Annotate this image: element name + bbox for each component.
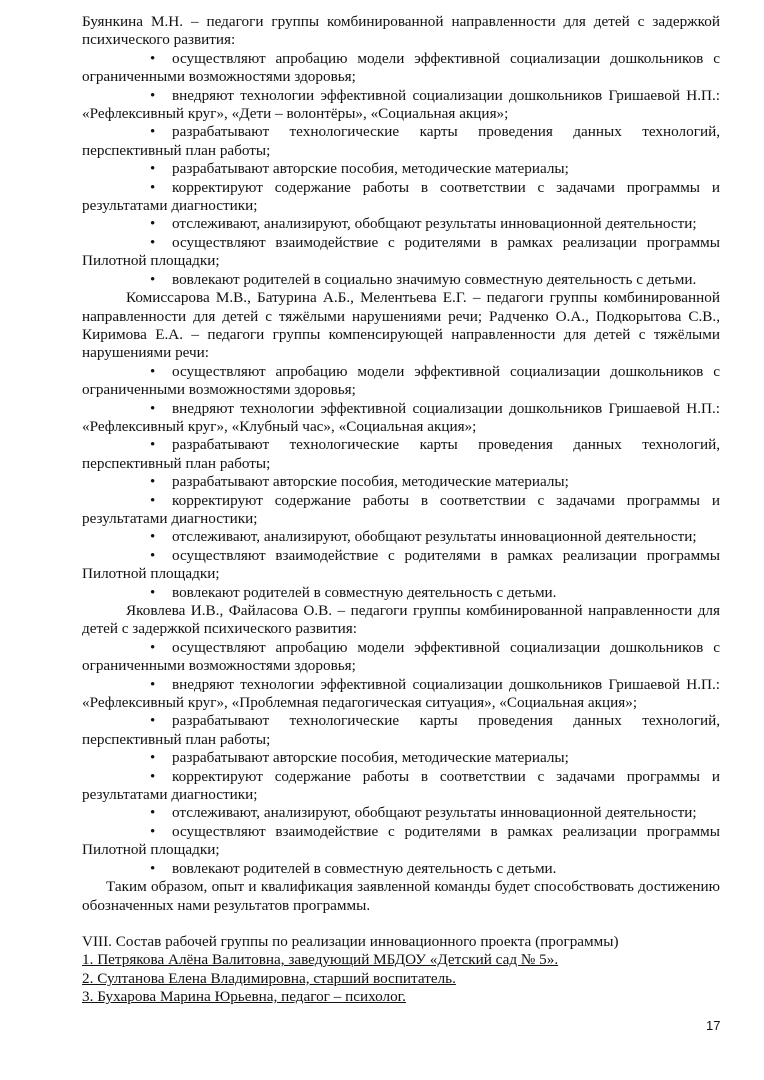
- staff-item: 2. Султанова Елена Владимировна, старший воспитатель.: [82, 969, 456, 987]
- duty-item: • внедряют технологии эффективной социализации дошкольников Гришаевой Н.П.: «Рефлексивный круг», «Проблемная педагогическая ситуация», «Социальная акция»;: [82, 676, 720, 713]
- page-number: 17: [706, 1018, 721, 1033]
- duty-item: • отслеживают, анализируют, обобщают результаты инновационной деятельности;: [82, 528, 720, 546]
- group-1-intro: Буянкина М.Н. – педагоги группы комбинированной направленности для детей с задержкой психического развития:: [82, 13, 720, 49]
- staff-list: [82, 951, 720, 1006]
- section-heading: VIII. Состав рабочей группы по реализации инновационного проекта (программы): [82, 932, 619, 950]
- group-1-duties: [82, 50, 720, 289]
- group-3: [82, 602, 720, 878]
- duty-item: • вовлекают родителей в совместную деятельность с детьми.: [82, 584, 720, 602]
- duty-item: • вовлекают родителей в совместную деятельность с детьми.: [82, 860, 720, 878]
- duty-item: • разрабатывают авторские пособия, методические материалы;: [82, 160, 720, 178]
- conclusion-paragraph: Таким образом, опыт и квалификация заявленной команды будет способствовать достижению обозначенных нами результатов программы.: [82, 878, 720, 914]
- duty-item: • разрабатывают технологические карты проведения данных технологий, перспективный план работы;: [82, 123, 720, 160]
- duty-item: • осуществляют взаимодействие с родителями в рамках реализации программы Пилотной площадки;: [82, 823, 720, 860]
- duty-item: • разрабатывают технологические карты проведения данных технологий, перспективный план работы;: [82, 436, 720, 473]
- duty-item: • разрабатывают авторские пособия, методические материалы;: [82, 749, 720, 767]
- group-1: [82, 13, 720, 289]
- staff-item: 3. Бухарова Марина Юрьевна, педагог – психолог.: [82, 988, 406, 1006]
- duty-item: • отслеживают, анализируют, обобщают результаты инновационной деятельности;: [82, 804, 720, 822]
- duty-item: • осуществляют апробацию модели эффективной социализации дошкольников с ограниченными возможностями здоровья;: [82, 639, 720, 676]
- duty-item: • разрабатывают технологические карты проведения данных технологий, перспективный план работы;: [82, 712, 720, 749]
- staff-item: 1. Петрякова Алёна Валитовна, заведующий МБДОУ «Детский сад № 5».: [82, 951, 559, 969]
- duty-item: • осуществляют взаимодействие с родителями в рамках реализации программы Пилотной площадки;: [82, 547, 720, 584]
- duty-item: • осуществляют взаимодействие с родителями в рамках реализации программы Пилотной площадки;: [82, 234, 720, 271]
- document-page: [82, 13, 720, 1007]
- group-3-duties: [82, 639, 720, 878]
- group-2-intro: Комиссарова М.В., Батурина А.Б., Мелентьева Е.Г. – педагоги группы комбинированной направленности для детей с тяжёлыми нарушениями речи; Радченко О.А., Подкорытова С.В., Киримова Е.А. – педагоги группы компенсирующей направленности для детей с тяжёлыми нарушениями речи:: [82, 289, 720, 362]
- duty-item: • вовлекают родителей в социально значимую совместную деятельность с детьми.: [82, 271, 720, 289]
- duty-item: • внедряют технологии эффективной социализации дошкольников Гришаевой Н.П.: «Рефлексивный круг», «Клубный час», «Социальная акция»;: [82, 400, 720, 437]
- group-2: [82, 289, 720, 602]
- duty-item: • внедряют технологии эффективной социализации дошкольников Гришаевой Н.П.: «Рефлексивный круг», «Дети – волонтёры», «Социальная акция»;: [82, 87, 720, 124]
- duty-item: • корректируют содержание работы в соответствии с задачами программы и результатами диагностики;: [82, 768, 720, 805]
- duty-item: • корректируют содержание работы в соответствии с задачами программы и результатами диагностики;: [82, 179, 720, 216]
- duty-item: • осуществляют апробацию модели эффективной социализации дошкольников с ограниченными возможностями здоровья;: [82, 363, 720, 400]
- duty-item: • отслеживают, анализируют, обобщают результаты инновационной деятельности;: [82, 215, 720, 233]
- duty-item: • осуществляют апробацию модели эффективной социализации дошкольников с ограниченными возможностями здоровья;: [82, 50, 720, 87]
- group-3-intro: Яковлева И.В., Файласова О.В. – педагоги группы комбинированной направленности для детей с задержкой психического развития:: [82, 602, 720, 638]
- group-2-duties: [82, 363, 720, 602]
- duty-item: • корректируют содержание работы в соответствии с задачами программы и результатами диагностики;: [82, 492, 720, 529]
- duty-item: • разрабатывают авторские пособия, методические материалы;: [82, 473, 720, 491]
- blank-line: [82, 915, 720, 933]
